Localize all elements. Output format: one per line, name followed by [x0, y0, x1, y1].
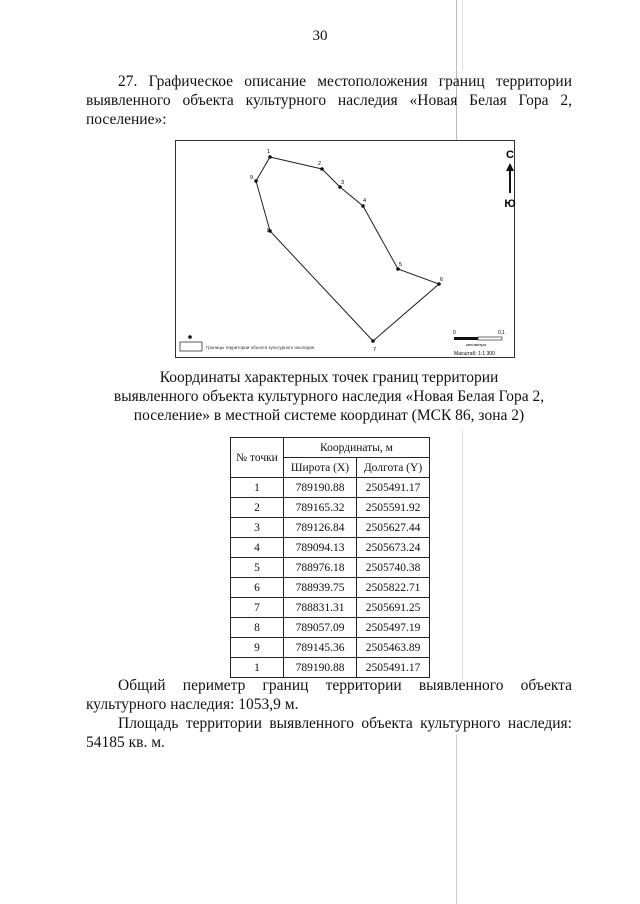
cell-longitude: 2505491.17 — [357, 658, 430, 678]
boundary-point-label: 8 — [267, 228, 271, 234]
legend-text: Границы территории объекта культурного наследия — [206, 345, 315, 350]
boundary-point-label: 4 — [363, 198, 367, 204]
boundary-point — [361, 204, 365, 208]
cell-latitude: 789165.32 — [284, 498, 357, 518]
cell-point: 1 — [231, 478, 284, 498]
table-row — [231, 538, 430, 558]
cell-longitude: 2505740.38 — [357, 558, 430, 578]
cell-latitude: 789190.88 — [284, 478, 357, 498]
cell-longitude: 2505491.17 — [357, 478, 430, 498]
coordinates-table — [230, 437, 430, 678]
boundary-point — [254, 179, 258, 183]
boundary-point-label: 7 — [373, 347, 377, 353]
coords-title-line: Координаты характерных точек границ территории — [159, 369, 499, 386]
north-arrow-icon — [504, 149, 515, 210]
section-intro: 27. Графическое описание местоположения границ территории выявленного объекта культурного наследия «Новая Белая Гора 2, поселение»: — [86, 73, 572, 128]
table-row — [231, 618, 430, 638]
header-point-number: № точки — [231, 438, 284, 478]
cell-latitude: 788831.31 — [284, 598, 357, 618]
table-row — [231, 598, 430, 618]
cell-point: 6 — [231, 578, 284, 598]
scan-fold-line — [456, 735, 457, 904]
header-coordinates: Координаты, м — [284, 438, 430, 458]
scan-fold-line — [462, 430, 463, 680]
cell-longitude: 2505691.25 — [357, 598, 430, 618]
cell-latitude: 789126.84 — [284, 518, 357, 538]
table-row — [231, 518, 430, 538]
table-row — [231, 558, 430, 578]
cell-longitude: 2505591.92 — [357, 498, 430, 518]
cell-latitude: 789094.13 — [284, 538, 357, 558]
boundary-polygon-group — [250, 149, 443, 353]
perimeter-text: Общий периметр границ территории выявленного объекта культурного наследия: 1053,9 м. — [86, 677, 572, 713]
cell-point: 3 — [231, 518, 284, 538]
cell-point: 7 — [231, 598, 284, 618]
cell-latitude: 789057.09 — [284, 618, 357, 638]
coords-table-title — [86, 368, 572, 425]
table-row — [231, 478, 430, 498]
header-longitude: Долгота (Y) — [357, 458, 430, 478]
scale-zero: 0 — [453, 330, 456, 336]
cell-longitude: 2505822.71 — [357, 578, 430, 598]
boundary-point — [371, 339, 375, 343]
coords-title-line: выявленного объекта культурного наследия «Новая Белая Гора 2, — [113, 388, 545, 405]
table-row — [231, 638, 430, 658]
cell-latitude: 788939.75 — [284, 578, 357, 598]
table-row — [231, 658, 430, 678]
boundary-point-label: 2 — [318, 161, 322, 167]
boundary-point — [268, 155, 272, 159]
boundary-point-label: 5 — [399, 262, 403, 268]
cell-longitude: 2505463.89 — [357, 638, 430, 658]
cell-longitude: 2505627.44 — [357, 518, 430, 538]
cell-latitude: 788976.18 — [284, 558, 357, 578]
boundary-map-svg — [176, 141, 516, 359]
cell-point: 4 — [231, 538, 284, 558]
cell-point: 9 — [231, 638, 284, 658]
boundary-point-label: 6 — [440, 277, 444, 283]
header-latitude: Широта (X) — [284, 458, 357, 478]
boundary-line — [256, 157, 439, 341]
cell-latitude: 789190.88 — [284, 658, 357, 678]
boundary-point-label: 1 — [267, 149, 271, 155]
page-number: 30 — [312, 28, 328, 44]
cell-latitude: 789145.36 — [284, 638, 357, 658]
scale-text: Масштаб: 1:1 300 — [454, 351, 495, 357]
south-label: Ю — [504, 198, 516, 210]
table-row — [231, 578, 430, 598]
scale-bar — [453, 330, 505, 357]
coords-title-line: поселение» в местной системе координат (МСК 86, зона 2) — [133, 407, 525, 424]
cell-longitude: 2505497.19 — [357, 618, 430, 638]
boundary-point-label: 3 — [341, 180, 345, 186]
scale-unit: километры — [466, 342, 487, 347]
area-text: Площадь территории выявленного объекта культурного наследия: 54185 кв. м. — [86, 715, 572, 751]
cell-point: 8 — [231, 618, 284, 638]
legend-swatch — [180, 342, 202, 351]
scale-end: 0,1 — [498, 330, 505, 336]
map-legend — [180, 335, 315, 351]
cell-point: 1 — [231, 658, 284, 678]
cell-longitude: 2505673.24 — [357, 538, 430, 558]
cell-point: 2 — [231, 498, 284, 518]
table-row — [231, 498, 430, 518]
boundary-point-label: 9 — [250, 175, 254, 181]
boundary-map — [175, 140, 515, 358]
boundary-point — [320, 167, 324, 171]
north-label: С — [506, 149, 514, 161]
cell-point: 5 — [231, 558, 284, 578]
